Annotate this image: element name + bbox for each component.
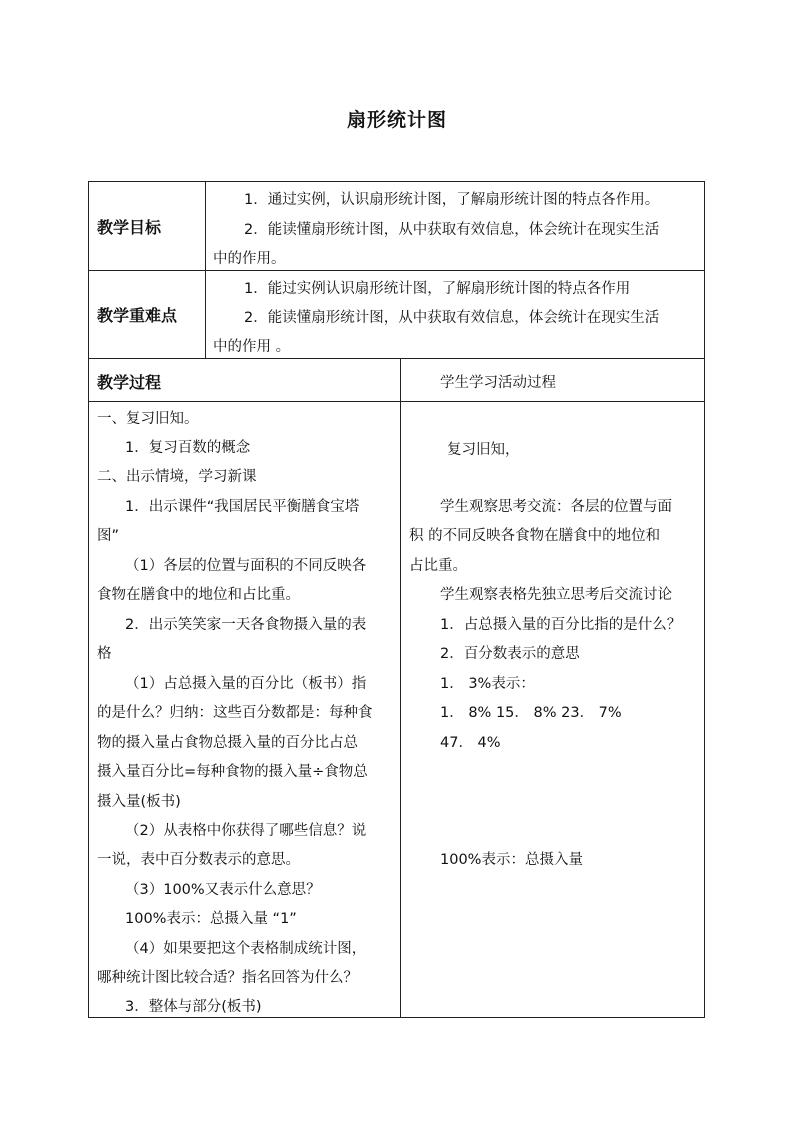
- column-divider: [400, 358, 401, 1018]
- objective-line: 1．通过实例，认识扇形统计图，了解扇形统计图的特点各作用。: [244, 192, 660, 208]
- row-divider: [89, 358, 704, 359]
- process-line: （4）如果要把这个表格制成统计图，: [125, 941, 367, 957]
- process-line: 图”: [97, 528, 120, 544]
- lesson-plan-table: [88, 181, 705, 1018]
- process-line: 一说，表中百分数表示的意思。: [97, 852, 300, 868]
- process-line: 1．出示课件“我国居民平衡膳食宝塔: [125, 499, 360, 515]
- process-line: 哪种统计图比较合适？指名回答为什么？: [97, 970, 358, 986]
- row-divider: [89, 270, 704, 271]
- student-line: 47． 4%: [440, 735, 501, 751]
- process-line: 3．整体与部分(板书): [125, 999, 262, 1015]
- process-line: 摄入量百分比=每种食物的摄入量÷食物总: [97, 764, 368, 780]
- process-line: 二、出示情境，学习新课: [97, 469, 257, 485]
- key-point-line: 1．能过实例认识扇形统计图，了解扇形统计图的特点各作用: [244, 281, 631, 297]
- student-line: 积 的不同反映各食物在膳食中的地位和: [409, 528, 661, 544]
- student-line: 学生观察思考交流：各层的位置与面: [440, 499, 672, 515]
- student-line: 100%表示：总摄入量: [440, 852, 583, 868]
- objective-line: 2．能读懂扇形统计图，从中获取有效信息，体会统计在现实生活: [244, 222, 660, 238]
- process-line: 2．出示笑笑家一天各食物摄入量的表: [125, 617, 367, 633]
- student-line: 复习旧知，: [447, 442, 520, 458]
- process-line: 100%表示：总摄入量 “1”: [125, 911, 297, 927]
- process-line: （1）各层的位置与面积的不同反映各: [125, 558, 367, 574]
- student-line: 1． 3%表示：: [440, 676, 535, 692]
- student-header: 学生学习活动过程: [440, 375, 556, 391]
- key-point-line: 2．能读懂扇形统计图，从中获取有效信息，体会统计在现实生活: [244, 310, 660, 326]
- process-line: 物的摄入量占食物总摄入量的百分比占总: [97, 735, 358, 751]
- process-header: 教学过程: [97, 373, 162, 392]
- key-points-header: 教学重难点: [97, 306, 178, 325]
- row-divider: [89, 401, 704, 402]
- column-divider: [205, 182, 206, 358]
- process-line: 1．复习百数的概念: [125, 440, 251, 456]
- student-line: 2．百分数表示的意思: [440, 646, 580, 662]
- process-line: （3）100%又表示什么意思？: [125, 882, 321, 898]
- student-line: 学生观察表格先独立思考后交流讨论: [440, 587, 672, 603]
- process-line: 摄入量(板书): [97, 794, 181, 810]
- student-line: 1． 8% 15． 8% 23． 7%: [440, 705, 622, 721]
- process-line: 的是什么？归纳：这些百分数都是：每种食: [97, 705, 373, 721]
- process-line: 一、复习旧知。: [97, 411, 199, 427]
- process-line: 格: [97, 646, 112, 662]
- process-line: 食物在膳食中的地位和占比重。: [97, 587, 300, 603]
- objectives-header: 教学目标: [97, 218, 162, 237]
- student-line: 1．占总摄入量的百分比指的是什么？: [440, 617, 682, 633]
- process-line: （1）占总摄入量的百分比（板书）指: [125, 676, 367, 692]
- student-line: 占比重。: [409, 558, 467, 574]
- key-point-line: 中的作用 。: [213, 339, 291, 355]
- page-title: 扇形统计图: [346, 109, 447, 131]
- process-line: （2）从表格中你获得了哪些信息？说: [125, 823, 367, 839]
- objective-line: 中的作用。: [213, 251, 286, 267]
